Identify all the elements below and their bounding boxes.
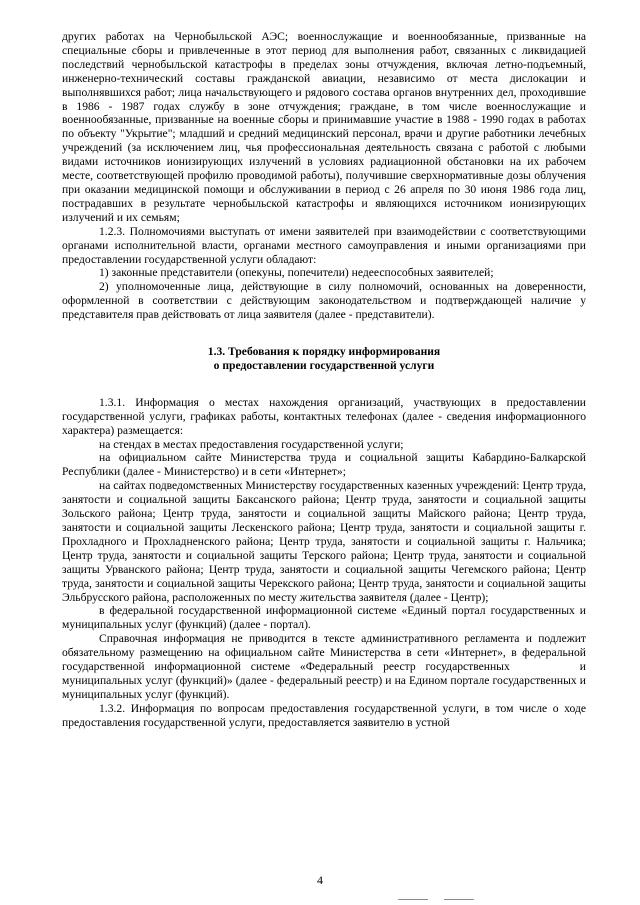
section-title-line-1: 1.3. Требования к порядку информирования bbox=[207, 345, 441, 359]
section-title-line-2: о предоставлении государственной услуги bbox=[213, 358, 435, 372]
paragraph-1-2-3: 1.2.3. Полномочиями выступать от имени заявителей при взаимодействии с соответствующими органами исполнительной власти, органами местного самоуправления и иными организациями при предоставлении государственной услуги обладают: bbox=[62, 224, 586, 266]
reference-info-part-1: Справочная информация не приводится в тексте административного регламента и подлежит обязательному размещению на официальном сайте Министерства в сети «Интернет», в федеральной государственной информационной системе «Федеральный реестр государственных bbox=[62, 632, 586, 674]
page-number: 4 bbox=[317, 873, 323, 887]
list-item-authorized-persons: 2) уполномоченные лица, действующие в силу полномочий, основанных на доверенности, оформленной в соответствии с действующим законодательством и подтверждающей наличие у представителя прав действовать от лица заявителя (далее - представители). bbox=[62, 280, 586, 322]
document-body bbox=[62, 30, 586, 730]
list-item-legal-representatives: 1) законные представители (опекуны, попечители) недееспособных заявителей; bbox=[99, 266, 494, 280]
scan-artifact-line-1 bbox=[398, 899, 428, 900]
paragraph-subordinate-centers: на сайтах подведомственных Министерству государственных казенных учреждений: Центр труда, занятости и социальной защиты Баксанского района; Центр труда, занятости и социальной защиты Зольского района; Центр труда, занятости и социальной защиты Майского района; Центр труда, занятости и социальной защиты Лескенского района; Центр труда, занятости и социальной защиты г. Прохладного и Прохладненского района; Центр труда, занятости и социальной защиты г. Нальчика; Центр труда, занятости и социальной защиты Терского района; Центр труда, занятости и социальной защиты Урванского района; Центр труда, занятости и социальной защиты Чегемского района; Центр труда, занятости и социальной защиты Черекского района; Центр труда, занятости и социальной защиты Эльбрусского района, расположенных по месту жительства заявителя (далее - Центр); bbox=[62, 479, 586, 604]
scan-artifact-line-2 bbox=[444, 899, 474, 900]
paragraph-1-3-2: 1.3.2. Информация по вопросам предоставления государственной услуги, в том числе о ходе предоставления государственной услуги, предоставляется заявителю в устной bbox=[62, 701, 586, 729]
paragraph-official-site: на официальном сайте Министерства труда и социальной защиты Кабардино-Балкарской Республики (далее - Министерство) и в сети «Интернет»; bbox=[62, 451, 586, 479]
paragraph-reference-info bbox=[62, 632, 586, 702]
paragraph-stands: на стендах в местах предоставления государственной услуги; bbox=[99, 437, 404, 451]
section-title bbox=[62, 345, 586, 373]
paragraph-liquidators: других работах на Чернобыльской АЭС; военнослужащие и военнообязанные, призванные на специальные сборы и привлеченные в этот период для выполнения работ, связанных с ликвидацией последствий чернобыльской катастрофы в пределах зоны отчуждения, включая летно-подъемный, инженерно-технический составы гражданской авиации, независимо от места дислокации и выполнявшихся работ; лица начальствующего и рядового состава органов внутренних дел, проходившие в 1986 - 1987 годах службу в зоне отчуждения; граждане, в том числе военнослужащие и военнообязанные, призванные на военные сборы и принимавшие участие в 1988 - 1990 годах в работах по объекту "Укрытие"; младший и средний медицинский персонал, врачи и другие работники лечебных учреждений (за исключением лиц, чья профессиональная деятельность связана с работой с любыми видами источников ионизирующих излучений в условиях радиационной обстановки на их рабочем месте, соответствующей профилю проводимой работы), получившие сверхнормативные дозы облучения при оказании медицинской помощи и обслуживании в период с 26 апреля по 30 июня 1986 года лиц, пострадавших в результате чернобыльской катастрофы и являющихся источником ионизирующих излучений и их семьям; bbox=[62, 30, 586, 224]
paragraph-federal-portal: в федеральной государственной информационной системе «Единый портал государственных и муниципальных услуг (функций) (далее - портал). bbox=[62, 604, 586, 632]
paragraph-1-3-1: 1.3.1. Информация о местах нахождения организаций, участвующих в предоставлении государственной услуги, графиках работы, контактных телефонах (далее - сведения информационного характера) размещается: bbox=[62, 395, 586, 437]
reference-info-part-2: и муниципальных услуг (функций)» (далее - федеральный реестр) и на Едином портале государственных и муниципальных услуг (функций). bbox=[62, 660, 586, 701]
